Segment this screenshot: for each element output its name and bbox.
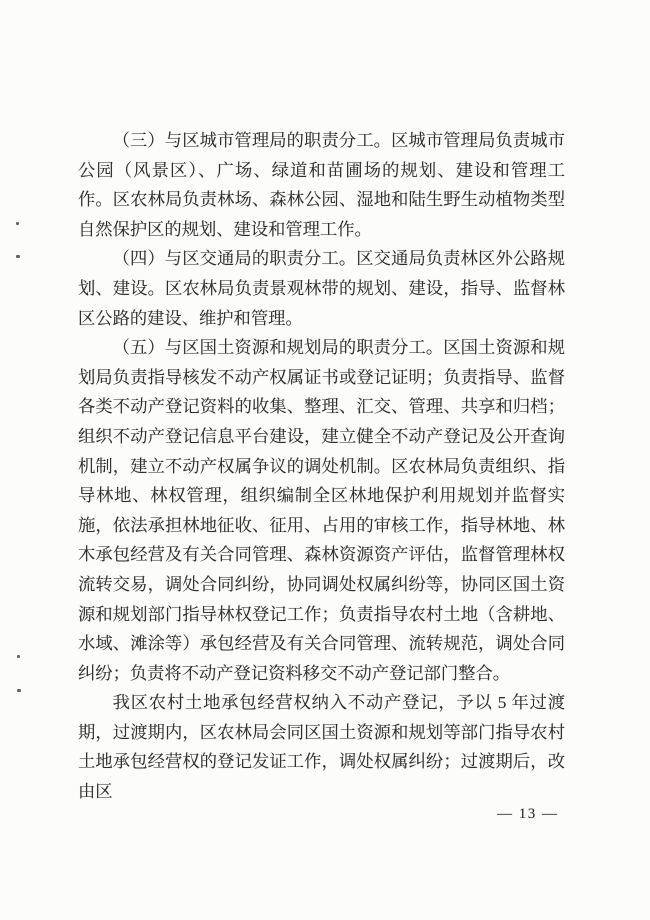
scan-artifact-dot [16,222,19,225]
scan-artifact-dot [17,689,21,692]
scan-artifact-dot [16,255,20,258]
document-body [78,126,565,807]
scan-artifact-dot [17,655,20,658]
paragraph-section-3: （三）与区城市管理局的职责分工。区城市管理局负责城市公园（风景区）、广场、绿道和苗圃场的规划、建设和管理工作。区农林局负责林场、森林公园、湿地和陆生野生动植物类型自然保护区的规划、建设和管理工作。 [78,131,565,239]
paragraph-section-4: （四）与区交通局的职责分工。区交通局负责林区外公路规划、建设。区农林局负责景观林带的规划、建设，指导、监督林区公路的建设、维护和管理。 [78,249,565,328]
paragraph-section-5: （五）与区国土资源和规划局的职责分工。区国土资源和规划局负责指导核发不动产权属证书或登记证明；负责指导、监督各类不动产登记资料的收集、整理、汇交、管理、共享和归档；组织不动产登记信息平台建设，建立健全不动产登记及公开查询机制，建立不动产权属争议的调处机制。区农林局负责组织、指导林地、林权管理，组织编制全区林地保护利用规划并监督实施，依法承担林地征收、征用、占用的审核工作，指导林地、林木承包经营及有关合同管理、森林资源资产评估，监督管理林权流转交易，调处合同纠纷，协同调处权属纠纷等，协同区国土资源和规划部门指导林权登记工作；负责指导农村土地（含耕地、水域、滩涂等）承包经营及有关合同管理、流转规范，调处合同纠纷；负责将不动产登记资料移交不动产登记部门整合。 [78,338,565,683]
paragraph-transition-period: 我区农村土地承包经营权纳入不动产登记，予以 5 年过渡期，过渡期内，区农林局会同区国土资源和规划等部门指导农村土地承包经营权的登记发证工作，调处权属纠纷；过渡期后，改由区 [78,693,565,802]
page-number: — 13 — [497,806,559,822]
